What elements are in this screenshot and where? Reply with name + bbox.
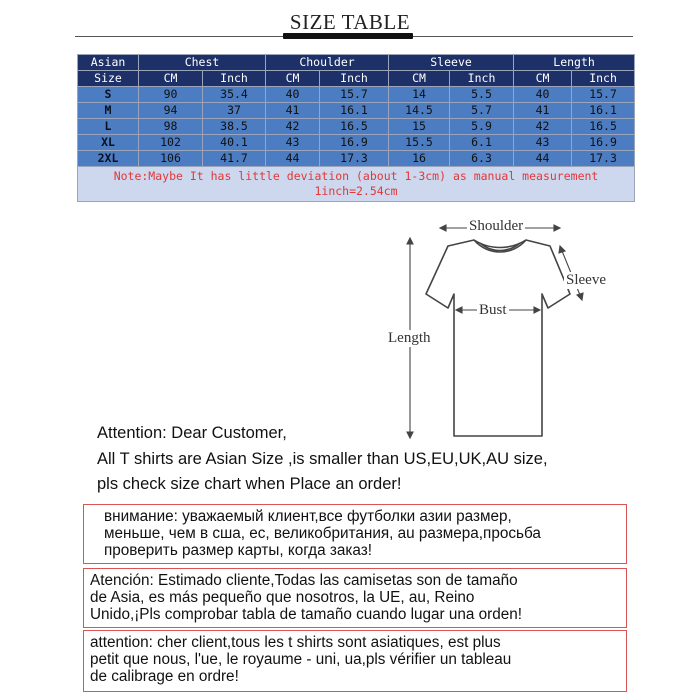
note-deviation: Note:Maybe It has little deviation (about 1-3cm) as manual measurement xyxy=(113,169,599,183)
table-cell: 90 xyxy=(139,87,203,103)
table-cell: 40.1 xyxy=(203,135,266,151)
header-size: Size xyxy=(78,71,139,87)
table-cell: 17.3 xyxy=(320,151,389,167)
header-asian: Asian xyxy=(78,55,139,71)
table-header-row-sub xyxy=(78,71,635,87)
table-cell: 42 xyxy=(266,119,320,135)
spanish-line: Atención: Estimado cliente,Todas las camisetas son de tamaño xyxy=(90,572,518,589)
table-cell: 15 xyxy=(389,119,450,135)
table-cell: 16.5 xyxy=(572,119,635,135)
header-unit: Inch xyxy=(320,71,389,87)
russian-line: меньше, чем в сша, ес, великобритания, au размера,просьба xyxy=(104,525,541,542)
header-unit: Inch xyxy=(572,71,635,87)
size-cell: S xyxy=(78,87,139,103)
table-row xyxy=(78,135,635,151)
header-unit: CM xyxy=(514,71,572,87)
table-cell: 40 xyxy=(266,87,320,103)
table-header-row-top xyxy=(78,55,635,71)
russian-line: внимание: уважаемый клиент,все футболки азии размер, xyxy=(104,508,512,525)
size-cell: 2XL xyxy=(78,151,139,167)
size-table xyxy=(77,54,635,202)
french-line: attention: cher client,tous les t shirts sont asiatiques, est plus xyxy=(90,634,501,651)
bust-label: Bust xyxy=(479,302,507,318)
table-cell: 15.5 xyxy=(389,135,450,151)
table-cell: 6.3 xyxy=(450,151,514,167)
table-cell: 15.7 xyxy=(572,87,635,103)
attention-asian-size: All T shirts are Asian Size ,is smaller than US,EU,UK,AU size, xyxy=(97,450,548,468)
table-cell: 35.4 xyxy=(203,87,266,103)
tshirt-measurement-diagram xyxy=(370,210,670,450)
spanish-notice xyxy=(83,568,627,628)
table-cell: 5.9 xyxy=(450,119,514,135)
table-cell: 94 xyxy=(139,103,203,119)
spanish-line: Unido,¡Pls comprobar tabla de tamaño cuando lugar una orden! xyxy=(90,606,522,623)
header-unit: Inch xyxy=(450,71,514,87)
table-cell: 16.1 xyxy=(572,103,635,119)
spanish-line: de Asia, es más pequeño que nosotros, la UE, au, Reino xyxy=(90,589,475,606)
table-cell: 16 xyxy=(389,151,450,167)
attention-heading: Attention: Dear Customer, xyxy=(97,424,287,442)
header-unit: CM xyxy=(389,71,450,87)
header-length: Length xyxy=(514,55,635,71)
table-row xyxy=(78,103,635,119)
russian-notice xyxy=(83,504,627,564)
table-cell: 41 xyxy=(266,103,320,119)
page-title: SIZE TABLE xyxy=(289,10,411,34)
size-cell: M xyxy=(78,103,139,119)
table-cell: 41 xyxy=(514,103,572,119)
table-cell: 16.9 xyxy=(320,135,389,151)
table-cell: 14 xyxy=(389,87,450,103)
table-cell: 15.7 xyxy=(320,87,389,103)
table-cell: 42 xyxy=(514,119,572,135)
table-cell: 16.9 xyxy=(572,135,635,151)
shoulder-label: Shoulder xyxy=(469,218,524,234)
header-sleeve: Sleeve xyxy=(389,55,514,71)
table-cell: 37 xyxy=(203,103,266,119)
table-cell: 41.7 xyxy=(203,151,266,167)
table-row xyxy=(78,119,635,135)
table-cell: 6.1 xyxy=(450,135,514,151)
table-cell: 16.5 xyxy=(320,119,389,135)
note-inch-conversion: 1inch=2.54cm xyxy=(314,184,398,198)
french-line: de calibrage en ordre! xyxy=(90,668,239,685)
table-cell: 102 xyxy=(139,135,203,151)
table-cell: 44 xyxy=(266,151,320,167)
header-unit: Inch xyxy=(203,71,266,87)
header-unit: CM xyxy=(266,71,320,87)
sleeve-label: Sleeve xyxy=(566,272,606,288)
table-cell: 40 xyxy=(514,87,572,103)
table-cell: 17.3 xyxy=(572,151,635,167)
table-cell: 98 xyxy=(139,119,203,135)
attention-check-chart: pls check size chart when Place an order! xyxy=(97,475,402,493)
table-note-row xyxy=(78,167,635,202)
table-row xyxy=(78,87,635,103)
length-label: Length xyxy=(388,330,431,346)
french-notice xyxy=(83,630,627,692)
table-cell: 43 xyxy=(514,135,572,151)
header-unit: CM xyxy=(139,71,203,87)
table-cell: 16.1 xyxy=(320,103,389,119)
table-cell: 38.5 xyxy=(203,119,266,135)
table-cell: 5.5 xyxy=(450,87,514,103)
measurement-note xyxy=(78,167,635,202)
table-cell: 106 xyxy=(139,151,203,167)
size-cell: XL xyxy=(78,135,139,151)
table-cell: 14.5 xyxy=(389,103,450,119)
header-shoulder: Choulder xyxy=(266,55,389,71)
size-table-title-block xyxy=(0,0,700,44)
french-line: petit que nous, l'ue, le royaume - uni, ua,pls vérifier un tableau xyxy=(90,651,512,668)
size-cell: L xyxy=(78,119,139,135)
table-cell: 43 xyxy=(266,135,320,151)
header-chest: Chest xyxy=(139,55,266,71)
russian-line: проверить размер карты, когда заказ! xyxy=(104,542,372,559)
table-cell: 44 xyxy=(514,151,572,167)
table-cell: 5.7 xyxy=(450,103,514,119)
table-row xyxy=(78,151,635,167)
